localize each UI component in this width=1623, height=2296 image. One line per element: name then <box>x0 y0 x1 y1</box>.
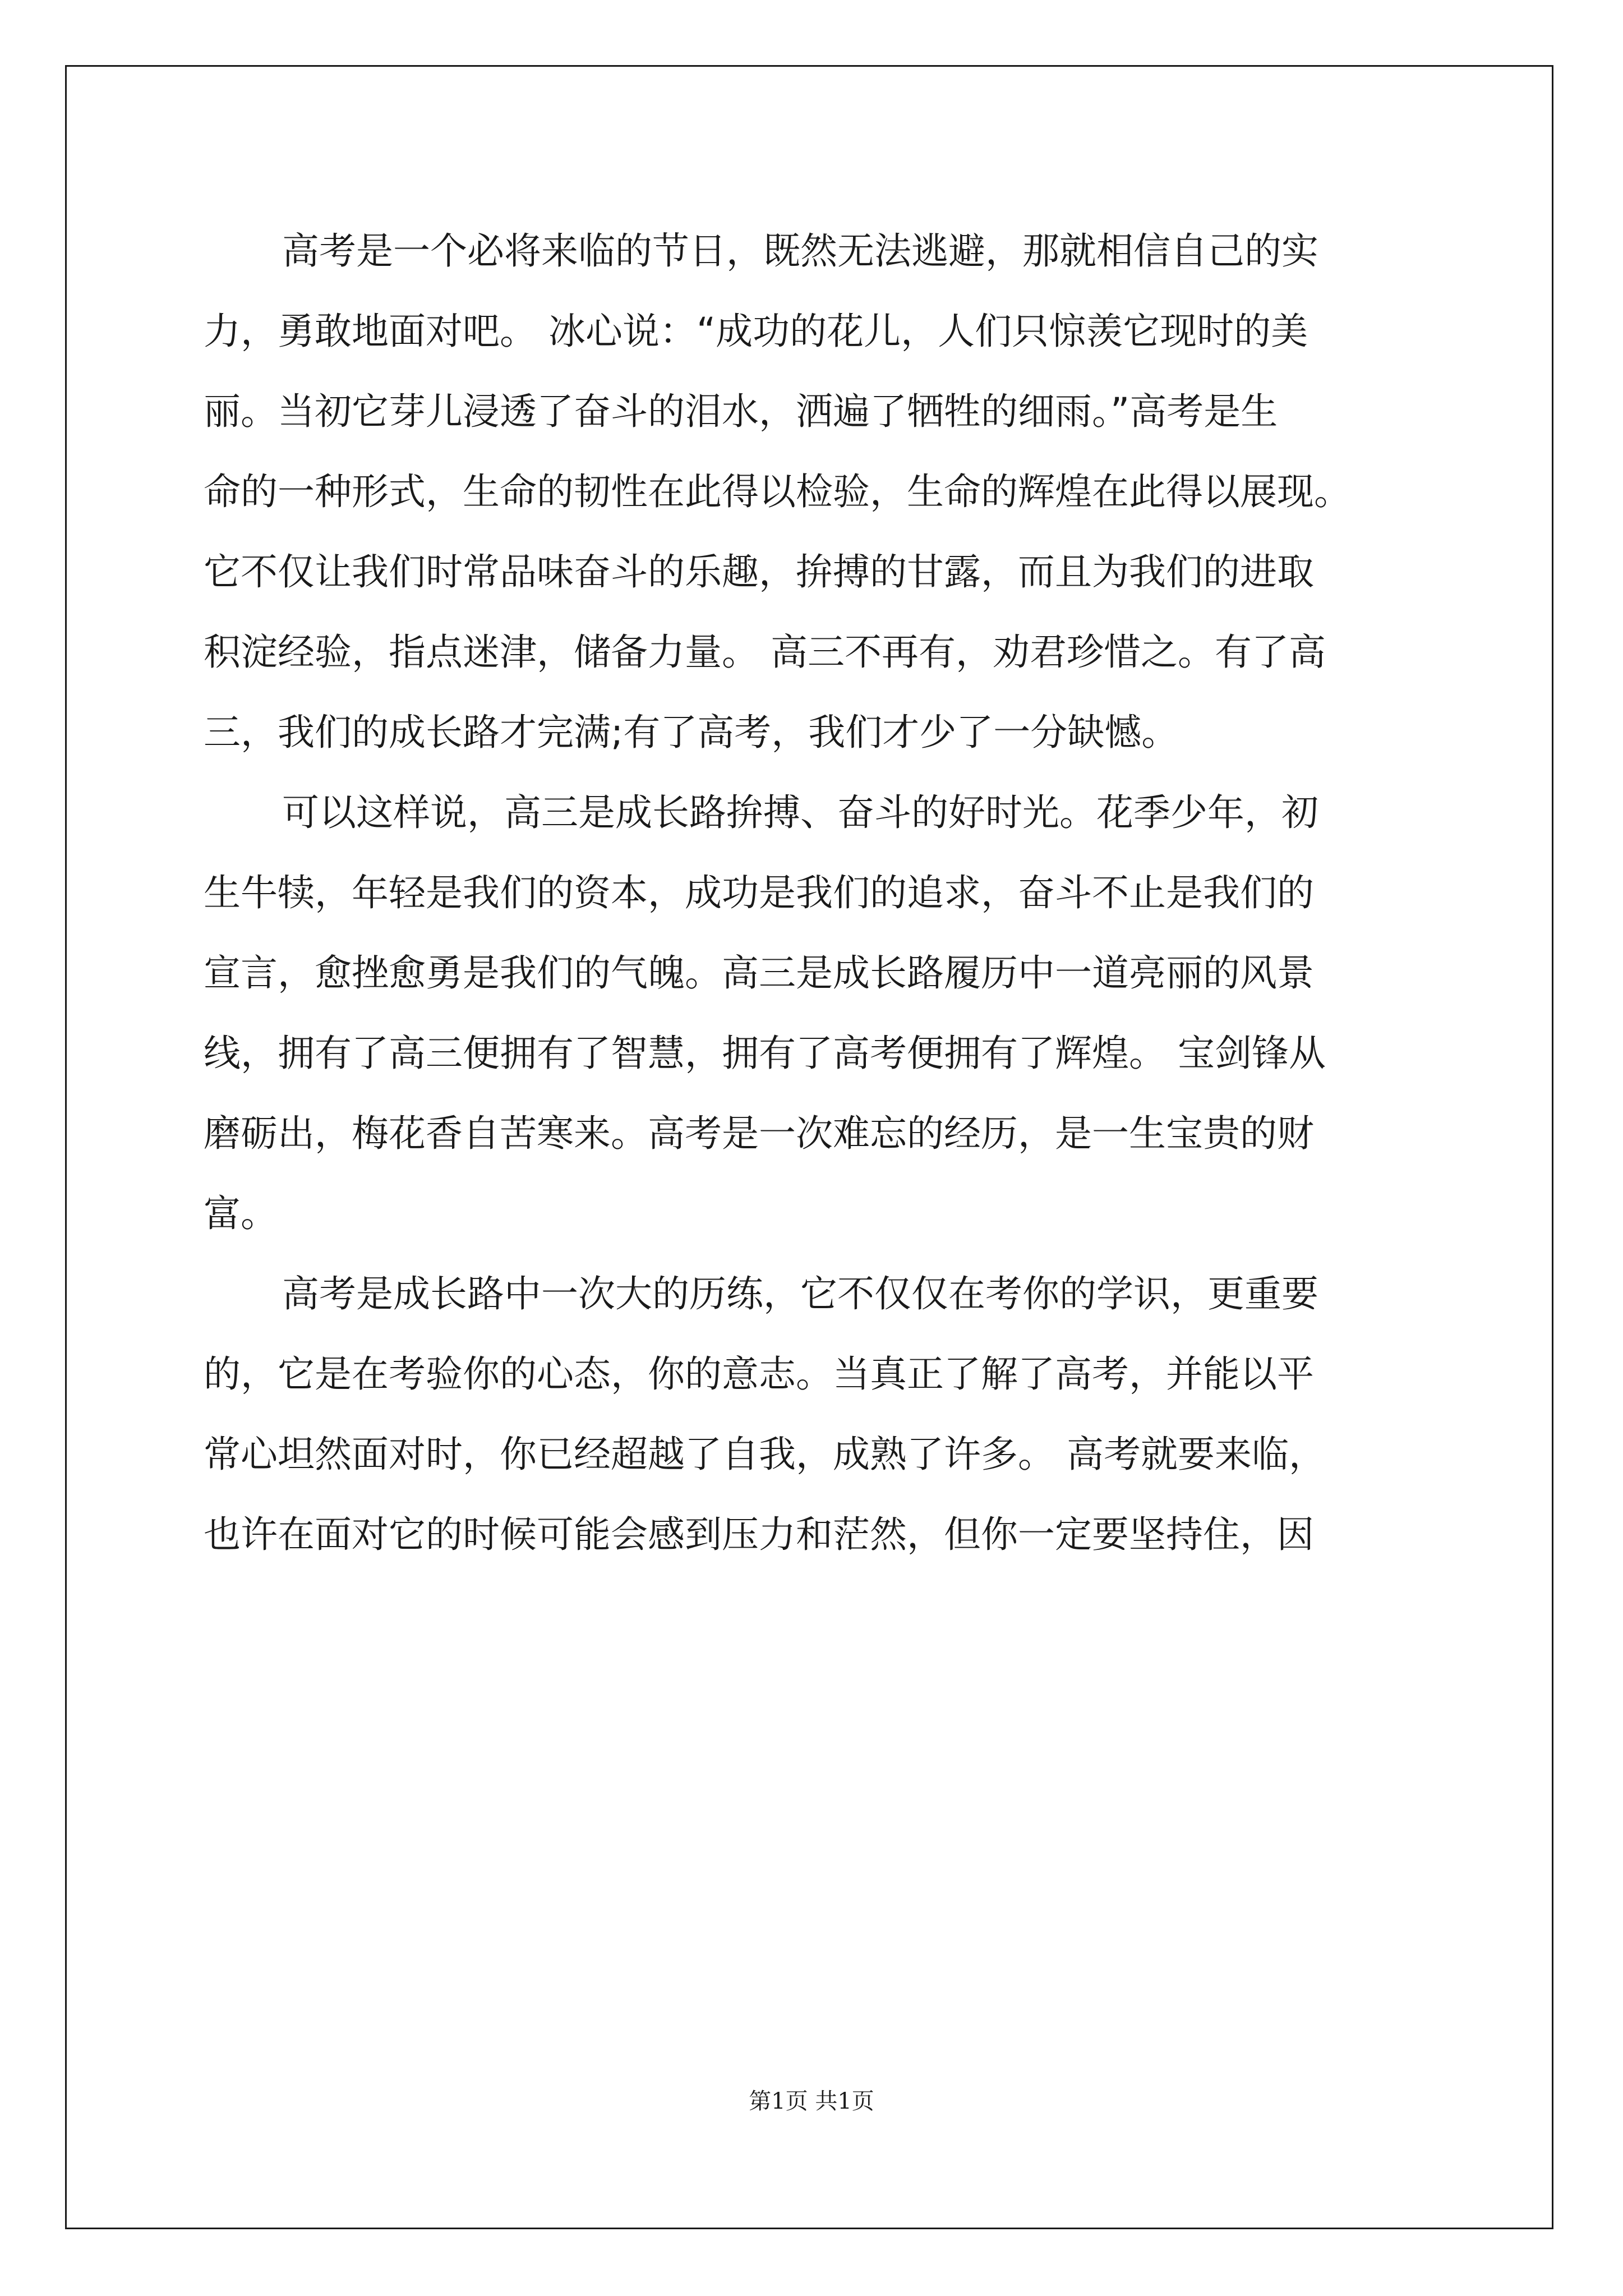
text-line: 可以这样说，高三是成长路拚搏、奋斗的好时光。花季少年，初 <box>282 791 1318 834</box>
text-line: 的，它是在考验你的心态，你的意志。当真正了解了高考，并能以平 <box>204 1352 1314 1396</box>
page-number: 第1页 共1页 <box>749 2088 874 2114</box>
text-line: 命的一种形式，生命的韧性在此得以检验，生命的辉煌在此得以展现。 <box>204 470 1351 513</box>
text-line: 线，拥有了高三便拥有了智慧，拥有了高考便拥有了辉煌。 宝剑锋从 <box>204 1032 1326 1075</box>
text-line: 富。 <box>204 1192 278 1235</box>
text-line: 高考是成长路中一次大的历练，它不仅仅在考你的学识，更重要 <box>282 1272 1318 1315</box>
text-line: 宣言，愈挫愈勇是我们的气魄。高三是成长路履历中一道亮丽的风景 <box>204 951 1314 995</box>
text-line: 高考是一个必将来临的节日，既然无法逃避，那就相信自己的实 <box>282 229 1318 273</box>
text-line: 三，我们的成长路才完满;有了高考，我们才少了一分缺憾。 <box>204 711 1179 754</box>
text-line: 也许在面对它的时候可能会感到压力和茫然，但你一定要坚持住，因 <box>204 1513 1314 1556</box>
paragraph-1 <box>204 211 1419 772</box>
text-line: 积淀经验，指点迷津，储备力量。 高三不再有，劝君珍惜之。有了高 <box>204 631 1326 674</box>
text-line: 丽。当初它芽儿浸透了奋斗的泪水，洒遍了牺牲的细雨。”高考是生 <box>204 390 1278 433</box>
text-line: 生牛犊，年轻是我们的资本，成功是我们的追求，奋斗不止是我们的 <box>204 871 1314 914</box>
text-line: 常心坦然面对时，你已经超越了自我，成熟了许多。 高考就要来临， <box>204 1433 1326 1476</box>
text-line: 磨砺出，梅花香自苦寒来。高考是一次难忘的经历，是一生宝贵的财 <box>204 1112 1314 1155</box>
paragraph-3 <box>204 1254 1419 1575</box>
text-line: 它不仅让我们时常品味奋斗的乐趣，拚搏的甘露，而且为我们的进取 <box>204 550 1314 593</box>
document-body <box>204 211 1419 1575</box>
text-line: 力，勇敢地面对吧。 冰心说：“成功的花儿，人们只惊羡它现时的美 <box>204 310 1308 353</box>
paragraph-2 <box>204 772 1419 1254</box>
